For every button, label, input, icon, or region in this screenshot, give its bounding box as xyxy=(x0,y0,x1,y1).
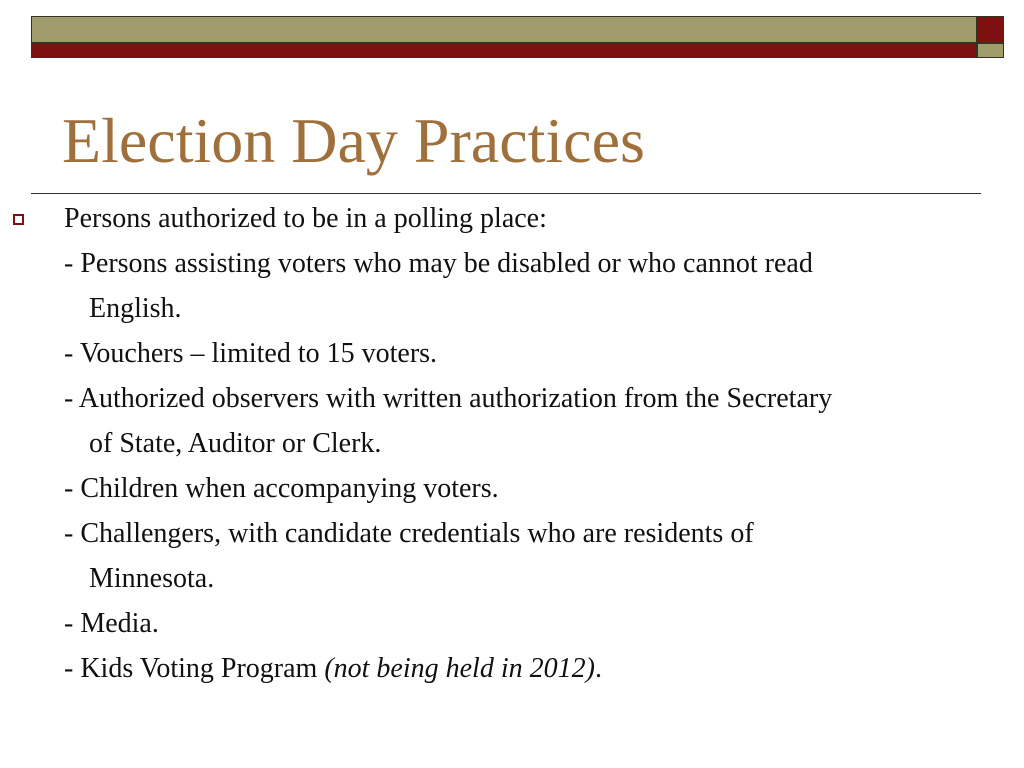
list-item-continuation: of State, Auditor or Clerk. xyxy=(89,428,382,459)
slide-title: Election Day Practices xyxy=(62,105,645,176)
list-item-continuation: English. xyxy=(89,293,182,324)
header-square-top xyxy=(977,16,1004,43)
list-item-continuation: Minnesota. xyxy=(89,563,215,594)
kids-voting-text: - Kids Voting Program xyxy=(64,653,325,684)
kids-voting-note: (not being held in 2012) xyxy=(324,653,595,684)
title-divider xyxy=(31,193,981,194)
kids-voting-period: . xyxy=(594,653,602,684)
list-item: - Challengers, with candidate credentials who are residents of xyxy=(64,518,754,549)
list-item: - Vouchers – limited to 15 voters. xyxy=(64,338,438,369)
list-item: - Media. xyxy=(64,608,159,639)
header-bar-bottom xyxy=(31,43,977,58)
list-item: - Children when accompanying voters. xyxy=(64,473,499,504)
hollow-square-bullet-icon xyxy=(13,214,24,225)
header-bar-top xyxy=(31,16,977,43)
header-square-bottom xyxy=(977,43,1004,58)
bullet-text: Persons authorized to be in a polling place: xyxy=(64,203,547,234)
list-item: - Persons assisting voters who may be disabled or who cannot read xyxy=(64,248,813,279)
list-item-kids-voting xyxy=(64,652,602,686)
list-item: - Authorized observers with written authorization from the Secretary xyxy=(64,383,833,414)
